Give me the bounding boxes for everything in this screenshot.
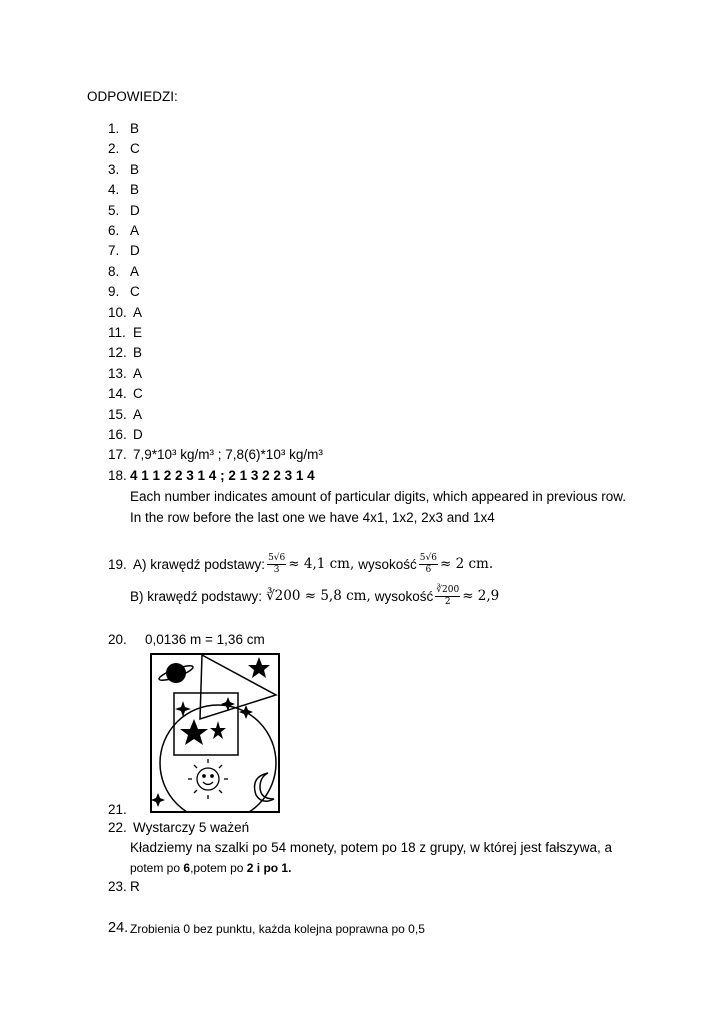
q22-explanation-1: Kładziemy na szalki po 54 monety, potem po 18 z grupy, w której jest fałszywa, a bbox=[130, 840, 612, 855]
answer-letter: E bbox=[133, 325, 143, 340]
answer-letter: B bbox=[130, 182, 140, 198]
answer-letter: A bbox=[133, 406, 143, 422]
q19-b-root: ∛200 ≈ 5,8 cm, bbox=[266, 588, 371, 604]
q24-number: 24. bbox=[108, 920, 129, 936]
q23-number: 23. bbox=[108, 879, 127, 894]
answer-number: 12. bbox=[108, 345, 127, 361]
answer-number: 4. bbox=[108, 182, 120, 198]
q22-bold-part: 6 bbox=[183, 861, 191, 875]
sparkle-icon bbox=[175, 701, 191, 717]
star-icon bbox=[248, 657, 270, 678]
q22-answer: Wystarczy 5 ważeń bbox=[133, 820, 250, 835]
answer-letter: B bbox=[133, 345, 143, 361]
answer-number: 8. bbox=[108, 263, 120, 279]
planet-icon bbox=[158, 663, 195, 683]
answer-number: 13. bbox=[108, 365, 127, 381]
q19-a-height-fraction: $\frac{5√6}{6}$ bbox=[419, 552, 437, 575]
sparkle-icon bbox=[151, 793, 165, 807]
answer-number: 1. bbox=[108, 121, 120, 136]
answer-number: 7. bbox=[108, 243, 120, 259]
answer-letter: B bbox=[130, 161, 140, 177]
q23-answer: R bbox=[130, 879, 140, 894]
q18-explanation-1: Each number indicates amount of particular digits, which appeared in previous row. bbox=[130, 489, 627, 504]
q20-number: 20. bbox=[108, 632, 127, 647]
answer-letter: A bbox=[133, 304, 143, 320]
q19-a-label: A) krawędź podstawy: bbox=[133, 556, 266, 572]
q18-explanation-2: In the row before the last one we have 4x1, 1x2, 2x3 and 1x4 bbox=[130, 510, 495, 525]
answer-letter: D bbox=[130, 202, 140, 218]
q22-explanation-2 bbox=[130, 861, 291, 875]
q22-text-part: ,potem po bbox=[190, 861, 247, 875]
answer-letter: A bbox=[133, 365, 143, 381]
q22-text-part: potem po bbox=[130, 861, 184, 875]
q18-answer: 4 1 1 2 2 3 1 4 ; 2 1 3 2 2 3 1 4 bbox=[130, 468, 315, 483]
answer-number: 11. bbox=[108, 325, 126, 340]
q17-number: 17. bbox=[108, 447, 127, 462]
q19-number: 19. bbox=[108, 557, 127, 572]
q19-b-height-label: wysokość bbox=[374, 588, 434, 604]
q24-answer: Zrobienia 0 bez punktu, każda kolejna poprawna po 0,5 bbox=[130, 922, 425, 936]
q19-a-height-approx: ≈ 2 cm. bbox=[439, 556, 494, 572]
answer-number: 16. bbox=[108, 427, 127, 442]
answer-number: 10. bbox=[108, 304, 127, 320]
q21-picture bbox=[150, 653, 280, 813]
answer-letter: C bbox=[130, 141, 140, 157]
answer-number: 9. bbox=[108, 284, 120, 300]
q19-b-label: B) krawędź podstawy: bbox=[130, 588, 263, 604]
q19-b-height-approx: ≈ 2,9 bbox=[462, 588, 500, 604]
q18-number: 18. bbox=[108, 468, 127, 483]
q20-answer: 0,0136 m = 1,36 cm bbox=[145, 632, 265, 647]
q19-part-a bbox=[133, 549, 493, 579]
answer-number: 2. bbox=[108, 141, 120, 157]
answer-number: 6. bbox=[108, 223, 120, 238]
q19-a-fraction: $\frac{5√6}{3}$ bbox=[268, 552, 286, 575]
answer-number: 14. bbox=[108, 386, 127, 402]
answer-number: 5. bbox=[108, 202, 120, 218]
q22-number: 22. bbox=[108, 820, 127, 835]
answer-letter: A bbox=[130, 263, 140, 279]
answer-letter: C bbox=[133, 386, 143, 402]
answer-letter: B bbox=[130, 121, 140, 136]
q17-answer: 7,9*10³ kg/m³ ; 7,8(6)*10³ kg/m³ bbox=[133, 447, 323, 462]
sun-icon bbox=[188, 759, 228, 799]
answer-letter: D bbox=[133, 427, 143, 442]
q22-bold-part: 2 i po 1. bbox=[246, 861, 292, 875]
answer-number: 15. bbox=[108, 406, 127, 422]
answer-letter: C bbox=[130, 284, 140, 300]
q19-b-height-fraction: $\frac{∛200}{2}$ bbox=[436, 584, 460, 607]
answer-letter: D bbox=[130, 243, 140, 259]
star-icon bbox=[180, 719, 208, 745]
answer-letter: A bbox=[130, 223, 140, 238]
page-heading: ODPOWIEDZI: bbox=[87, 89, 178, 104]
answer-number: 3. bbox=[108, 161, 120, 177]
q21-number: 21. bbox=[108, 802, 127, 817]
q19-part-b bbox=[130, 580, 499, 612]
star-icon bbox=[210, 721, 226, 739]
q19-a-height-label: wysokość bbox=[358, 556, 417, 572]
sparkle-icon bbox=[239, 705, 253, 719]
q19-a-approx: ≈ 4,1 cm, bbox=[288, 556, 355, 572]
